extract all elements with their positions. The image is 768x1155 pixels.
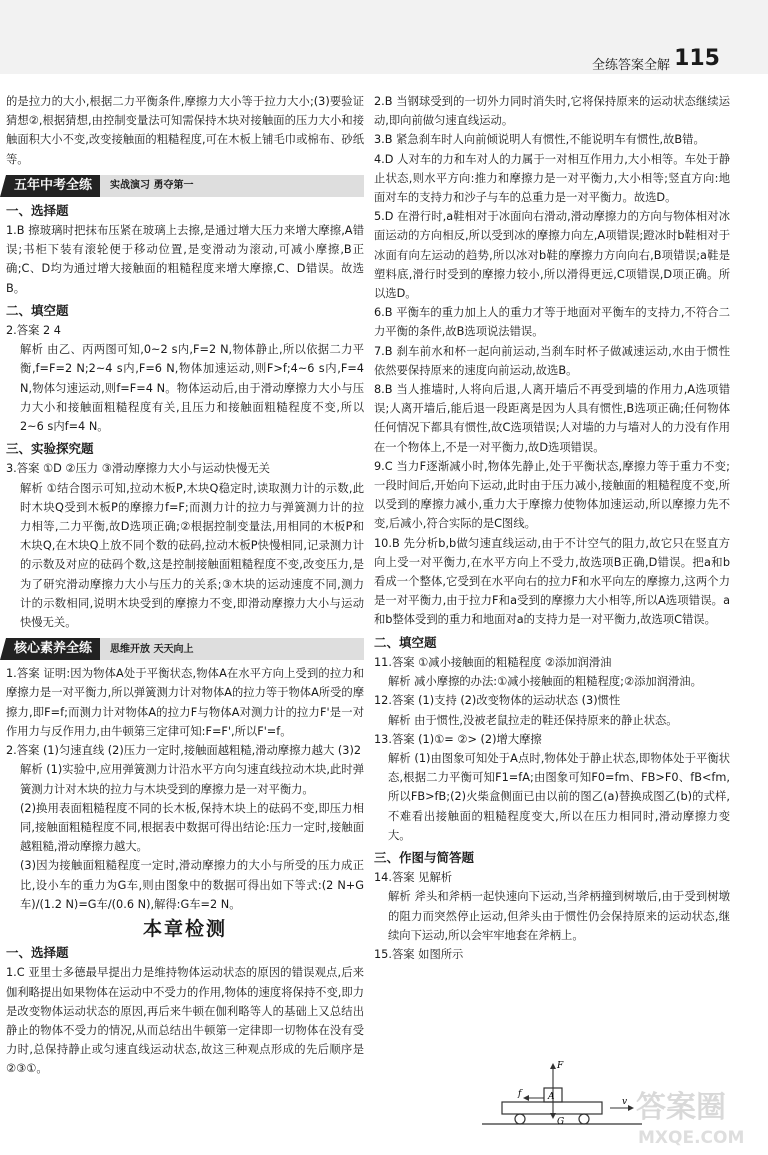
answer-item: 4.D 人对车的力和车对人的力属于一对相互作用力,大小相等。车处于静止状态,则水平方向:推力和摩擦力是一对平衡力,大小相等;竖直方向:地面对车的支持力和沙子与车的总重力是一对平衡力。故选D。	[374, 152, 730, 205]
watermark-logo	[632, 1081, 762, 1151]
header-title: 全练答案全解	[591, 58, 670, 73]
answer-item: 2.答案 2 4	[6, 324, 61, 338]
explanation-item: (3)因为接触面粗糙程度一定时,滑动摩擦力的大小与所受的压力成正比,设小车的重力为G车,则由图象中的数据可得出如下等式:(2 N+G车)/(1.2 N)=G车/(0.6 N),解得:G车=2 N。	[20, 859, 364, 911]
force-diagram	[482, 1058, 642, 1128]
answer-item: 11.答案 ①减小接触面的粗糙程度 ②添加润滑油	[374, 655, 612, 669]
right-column	[374, 92, 730, 964]
banner-subtitle: 实战演习 勇夺第一	[110, 180, 194, 192]
intro-paragraph: 的是拉力的大小,根据二力平衡条件,摩擦力大小等于拉力大小;(3)要验证猜想②,根据猜想,由控制变量法可知需保持木块对接触面的压力大小和接触面积大小不变,改变接触面的粗糙程度,可在木板上铺毛巾或棉布、砂纸等。	[6, 95, 364, 166]
page-header	[0, 0, 768, 74]
wheel	[515, 1114, 525, 1124]
watermark-url: MXQE.COM	[638, 1128, 745, 1148]
answer-item: 1.答案 证明:因为物体A处于平衡状态,物体A在水平方向上受到的拉力和摩擦力是一对平衡力,所以弹簧测力计对物体A的拉力等于物体A所受的摩擦力,即F=f;而测力计对物体A的拉力F与物体A对测力计的拉力F'是一对作用力与反作用力,由牛顿第三定律可知:F=F',所以F'=f。	[6, 667, 364, 738]
answer-item: 12.答案 (1)支持 (2)改变物体的运动状态 (3)惯性	[374, 694, 621, 708]
answer-item: 3.答案 ①D ②压力 ③滑动摩擦力大小与运动快慢无关	[6, 462, 270, 476]
section-heading: 一、选择题	[6, 945, 69, 961]
watermark-text: 答案圈	[636, 1090, 726, 1125]
answer-item: 15.答案 如图所示	[374, 947, 464, 961]
left-column	[6, 92, 364, 1079]
answer-item: 6.B 平衡车的重力加上人的重力才等于地面对平衡车的支持力,不符合二力平衡的条件,故B选项说法错误。	[374, 306, 730, 339]
label-f-force: F	[557, 1061, 564, 1071]
answer-item: 14.答案 见解析	[374, 871, 453, 885]
label-a: A	[548, 1092, 555, 1102]
banner-subtitle: 思维开放 天天向上	[110, 643, 194, 655]
label-g: G	[557, 1117, 565, 1127]
banner-core-literacy	[6, 638, 364, 660]
banner-title: 核心素养全练	[6, 638, 100, 660]
arrowhead	[523, 1095, 529, 1101]
answer-item: 10.B 先分析b,b做匀速直线运动,由于不计空气的阻力,故它只在竖直方向上受一对平衡力,在水平方向上不受力,故选项B正确,D错误。把a和b看成一个整体,它受到在水平向右的拉力F和水平向左的摩擦力,这两个力是一对平衡力,由于拉力F和a受到的摩擦力大小相等,所以A选项错误。a和b整体受到的重力和地面对a的支持力是一对平衡力,故选项C错误。	[374, 536, 730, 627]
answer-item: 13.答案 (1)①= ②> (2)增大摩擦	[374, 732, 542, 746]
answer-item: 3.B 紧急刹车时人向前倾说明人有惯性,不能说明车有惯性,故B错。	[374, 133, 705, 147]
explanation-item: 解析 减小摩擦的办法:①减小接触面的粗糙程度;②添加润滑油。	[388, 675, 702, 689]
explanation-item: 解析 ①结合图示可知,拉动木板P,木块Q稳定时,读取测力计的示数,此时木块Q受到木板P的摩擦力f=F;而测力计的拉力与弹簧测力计的拉力相等,二力平衡,故D选项正确;②根据控制变量法,用相同的木板P和木块Q,在木块Q上放不同个数的砝码,拉动木板P快慢相同,记录测力计的示数及对应的砝码个数,这是控制接触面粗糙程度不变,改变压力,是为了研究滑动摩擦力大小与压力的关系;③木块的运动速度不同,测力计的示数相同,说明木块受到的摩擦力不变,即滑动摩擦力大小与运动快慢无关。	[20, 481, 364, 630]
banner-title: 五年中考全练	[6, 175, 100, 197]
answer-item: 1.C 亚里士多德最早提出力是维持物体运动状态的原因的错误观点,后来伽利略提出如果物体在运动中不受力的作用,物体的速度将保持不变,即力是改变物体运动状态的原因,再后来牛顿在伽利略等人的基础上又总结出静止的物体不受力的情况,从而总结出牛顿第一定律即一切物体在没有受力时,总保持静止或匀速直线运动状态,故这三种观点形成的先后顺序是②③①。	[6, 966, 364, 1076]
explanation-item: (2)换用表面粗糙程度不同的长木板,保持木块上的砝码不变,即压力相同,接触面粗糙程度不同,根据表中数据可得出结论:压力一定时,接触面越粗糙,滑动摩擦力越大。	[20, 801, 364, 854]
explanation-item: 解析 由乙、丙两图可知,0~2 s内,F=2 N,物体静止,所以依据二力平衡,f=F=2 N;2~4 s内,F=6 N,物体加速运动,则F>f;4~6 s内,F=4 N,物体匀速运动,则f=F=4 N。物体运动后,由于滑动摩擦力大小与压力大小和接触面粗糙程度有关,且压力和接触面粗糙程度不变,所以2~6 s内f=4 N。	[20, 343, 364, 434]
wheel	[579, 1114, 589, 1124]
answer-item: 5.D 在滑行时,a鞋相对于冰面向右滑动,滑动摩擦力的方向与物体相对冰面运动的方向相反,所以受到冰的摩擦力向左,A项错误;蹬冰时b鞋相对于冰面有向左运动的趋势,所以冰对b鞋的摩擦力方向向右,B项错误;a鞋是塑料底,滑行时受到的摩擦力较小,所以滑得更远,C项错误,D项正确。所以选D。	[374, 210, 730, 301]
answer-item: 1.B 擦玻璃时把抹布压紧在玻璃上去擦,是通过增大压力来增大摩擦,A错误;书柜下装有滚轮便于移动位置,是变滑动为滚动,可减小摩擦,B正确;C、D均为通过增大接触面的粗糙程度来增大摩擦,C、D错误。故选B。	[6, 224, 364, 295]
section-heading: 三、实验探究题	[6, 441, 94, 457]
explanation-item: 解析 由于惯性,没被老鼠拉走的鞋还保持原来的静止状态。	[388, 713, 678, 727]
answer-item: 2.B 当钢球受到的一切外力同时消失时,它将保持原来的运动状态继续运动,即向前做匀速直线运动。	[374, 95, 730, 128]
answer-item: 7.B 刹车前水和杯一起向前运动,当刹车时杯子做减速运动,水由于惯性依然要保持原来的速度向前运动,故选B。	[374, 344, 730, 377]
banner-five-year	[6, 175, 364, 197]
label-v: v	[622, 1097, 628, 1107]
chapter-title: 本章检测	[142, 917, 227, 940]
cart-body	[502, 1102, 602, 1114]
answer-item: 2.答案 (1)匀速直线 (2)压力一定时,接触面越粗糙,滑动摩擦力越大 (3)2	[6, 744, 362, 758]
explanation-item: 解析 (1)由图象可知处于A点时,物体处于静止状态,即物体处于平衡状态,根据二力平衡可知F1=fA;由图象可知F0=fm、FB>F0、fB<fm,所以FB>fB;(2)火柴盒侧面已由以前的图乙(a)替换成图乙(b)的式样,不难看出接触面的粗糙程度变大,所以在压力相同时,滑动摩擦力变大。	[388, 751, 730, 842]
arrowhead	[550, 1113, 556, 1119]
explanation-item: 解析 斧头和斧柄一起快速向下运动,当斧柄撞到树墩后,由于受到树墩的阻力而突然停止运动,但斧头由于惯性仍会保持原来的运动状态,继续向下运动,所以会牢牢地套在斧柄上。	[388, 890, 730, 942]
label-friction: f	[518, 1089, 522, 1099]
section-heading: 二、填空题	[6, 302, 69, 318]
page-number: 115	[674, 46, 720, 71]
answer-item: 9.C 当力F逐渐减小时,物体先静止,处于平衡状态,摩擦力等于重力不变;一段时间后,开始向下运动,此时由于压力减小,接触面的粗糙程度不变,所以受到的摩擦力减小,重力大于摩擦力使物体加速运动,所以摩擦力先不变,后减小,符合实际的是C图线。	[374, 459, 730, 531]
explanation-item: 解析 (1)实验中,应用弹簧测力计沿水平方向匀速直线拉动木块,此时弹簧测力计对木块的拉力与木块受到的摩擦力是一对平衡力。	[20, 763, 364, 796]
section-heading: 二、填空题	[374, 634, 437, 650]
answer-item: 8.B 当人推墙时,人将向后退,人离开墙后不再受到墙的作用力,A选项错误;人离开墙后,能后退一段距离是因为人具有惯性,B选项正确;任何物体任何情况下都具有惯性,故C选项错误;人对墙的力与墙对人的力没有作用在一个物体上,不是一对平衡力,故D选项错误。	[374, 383, 730, 454]
arrowhead	[550, 1063, 556, 1069]
section-heading: 一、选择题	[6, 202, 69, 218]
section-heading: 三、作图与简答题	[374, 849, 475, 865]
